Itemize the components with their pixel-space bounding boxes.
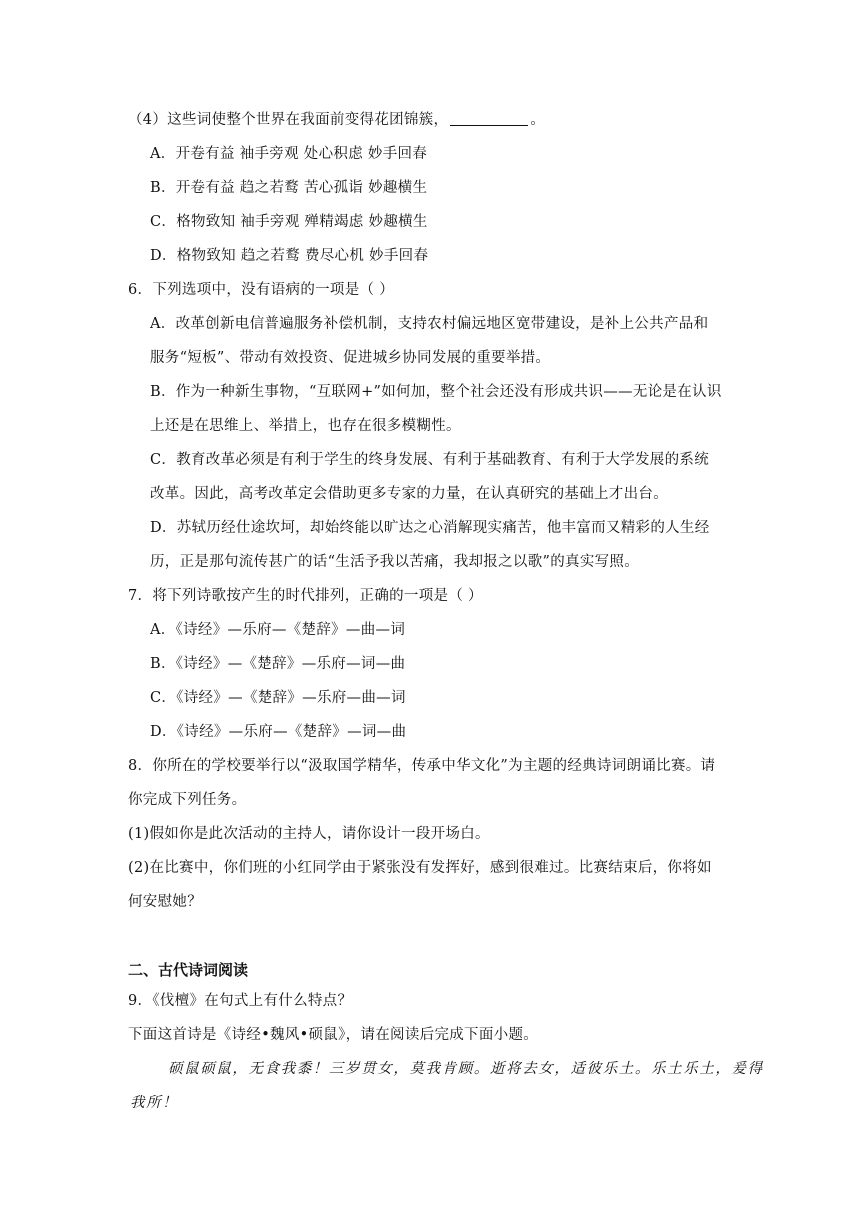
q7-option-c: C．《诗经》—《楚辞》—乐府—曲—词 [150, 690, 406, 706]
q5-4-option-a: A．开卷有益 袖手旁观 处心积虑 妙手回春 [150, 146, 428, 162]
q5-4-stem-end: 。 [530, 112, 546, 128]
q5-4-stem-text: （4）这些词使整个世界在我面前变得花团锦簇， [128, 112, 449, 128]
q6-option-b-line1: B．作为一种新生事物，“互联网+”如何加，整个社会还没有形成共识——无论是在认识 [150, 384, 722, 400]
q6-option-a-line1: A．改革创新电信普遍服务补偿机制，支持农村偏远地区宽带建设，是补上公共产品和 [150, 316, 709, 332]
q8-stem-line2: 你完成下列任务。 [128, 792, 247, 808]
q9-stem: 9．《伐檀》在句式上有什么特点？ [128, 993, 353, 1009]
q7-option-b: B．《诗经》—《楚辞》—乐府—词—曲 [150, 656, 406, 672]
q5-4-stem [128, 110, 545, 130]
q6-option-c-line1: C．教育改革必须是有利于学生的终身发展、有利于基础教育、有利于大学发展的系统 [150, 452, 709, 468]
q6-stem: 6．下列选项中，没有语病的一项是（ ） [128, 282, 395, 298]
q8-task1: (1)假如你是此次活动的主持人，请你设计一段开场白。 [128, 826, 490, 842]
q6-option-b-line2: 上还是在思维上、举措上，也存在很多模糊性。 [150, 418, 461, 434]
q6-option-a-line2: 服务“短板”、带动有效投资、促进城乡协同发展的重要举措。 [150, 350, 551, 366]
poem-intro: 下面这首诗是《诗经•魏风•硕鼠》，请在阅读后完成下面小题。 [128, 1027, 539, 1043]
poem-line2: 我所！ [130, 1095, 179, 1111]
q5-4-option-d: D．格物致知 趋之若鹜 费尽心机 妙手回春 [150, 248, 429, 264]
q6-option-c-line2: 改革。因此，高考改革定会借助更多专家的力量，在认真研究的基础上才出台。 [150, 486, 668, 502]
q5-4-option-b: B．开卷有益 趋之若鹜 苦心孤诣 妙趣横生 [150, 180, 428, 196]
q5-4-option-c: C．格物致知 袖手旁观 殚精竭虑 妙趣横生 [150, 214, 428, 230]
answer-blank[interactable] [450, 111, 528, 126]
q8-task2-line2: 何安慰她？ [128, 894, 202, 910]
q8-stem-line1: 8．你所在的学校要举行以“汲取国学精华，传承中华文化”为主题的经典诗词朗诵比赛。请 [128, 758, 716, 774]
q7-option-d: D．《诗经》—乐府—《楚辞》—词—曲 [150, 724, 407, 740]
q7-option-a: A．《诗经》—乐府—《楚辞》—曲—词 [150, 622, 406, 638]
q8-task2-line1: (2)在比赛中，你们班的小红同学由于紧张没有发挥好，感到很难过。比赛结束后，你将如 [128, 860, 712, 876]
q6-option-d-line1: D．苏轼历经仕途坎坷，却始终能以旷达之心消解现实痛苦，他丰富而又精彩的人生经 [150, 520, 710, 536]
q7-stem: 7．将下列诗歌按产生的时代排列，正确的一项是（ ） [128, 588, 483, 604]
section-heading: 二、古代诗词阅读 [128, 961, 249, 979]
q6-option-d-line2: 历，正是那句流传甚广的话“生活予我以苦痛，我却报之以歌”的真实写照。 [150, 554, 640, 570]
poem-line1: 硕鼠硕鼠，无食我黍！三岁贯女，莫我肯顾。逝将去女，适彼乐土。乐土乐土，爰得 [168, 1061, 764, 1077]
